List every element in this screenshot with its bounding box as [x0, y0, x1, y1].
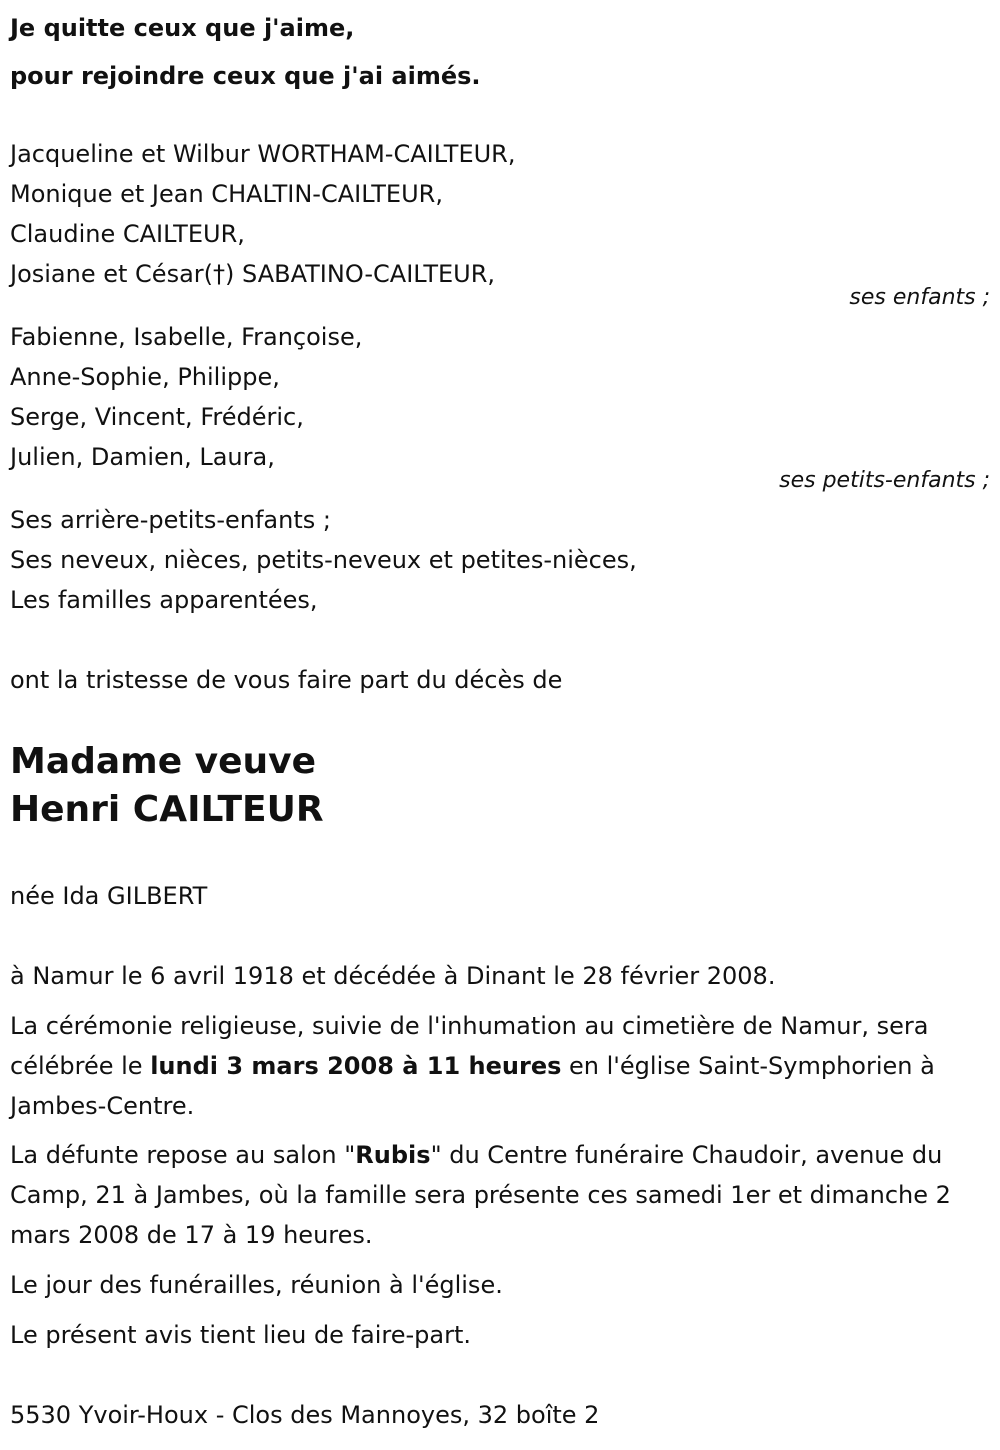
deceased-name-line-2: Henri CAILTEUR — [10, 789, 324, 830]
epigraph-line-1: Je quitte ceux que j'aime, — [10, 14, 355, 42]
child-line: Claudine CAILTEUR, — [10, 220, 245, 248]
child-line: Jacqueline et Wilbur WORTHAM-CAILTEUR, — [10, 140, 516, 168]
ceremony-date: lundi 3 mars 2008 à 11 heures — [150, 1052, 562, 1080]
children-label: ses enfants ; — [849, 285, 990, 310]
grandchild-line: Julien, Damien, Laura, — [10, 443, 275, 471]
ceremony-paragraph — [10, 1006, 990, 1126]
rest-paragraph — [10, 1135, 990, 1255]
rest-text-end: " du Centre funéraire Chaudoir, avenue du Camp, 21 à Jambes, où la famille sera présente ces samedi 1er et dimanche 2 mars 2008 de 17 à 19 heures. — [10, 1141, 951, 1249]
child-line: Josiane et César(†) SABATINO-CAILTEUR, — [10, 260, 496, 288]
funeral-day: Le jour des funérailles, réunion à l'église. — [10, 1271, 503, 1299]
notice-line: Le présent avis tient lieu de faire-part. — [10, 1321, 472, 1349]
birth-death: à Namur le 6 avril 1918 et décédée à Dinant le 28 février 2008. — [10, 962, 776, 990]
maiden-name: née Ida GILBERT — [10, 882, 208, 910]
epigraph-line-2: pour rejoindre ceux que j'ai aimés. — [10, 62, 481, 90]
deceased-name-line-1: Madame veuve — [10, 741, 317, 782]
grandchild-line: Fabienne, Isabelle, Françoise, — [10, 323, 363, 351]
grandchild-line: Anne-Sophie, Philippe, — [10, 363, 280, 391]
family-line: Ses arrière-petits-enfants ; — [10, 506, 331, 534]
ceremony-text-end: en l'église Saint-Symphorien à Jambes-Centre. — [10, 1052, 935, 1120]
family-line: Les familles apparentées, — [10, 586, 318, 614]
family-line: Ses neveux, nièces, petits-neveux et petites-nièces, — [10, 546, 637, 574]
rest-text: La défunte repose au salon " — [10, 1141, 356, 1169]
address: 5530 Yvoir-Houx - Clos des Mannoyes, 32 boîte 2 — [10, 1401, 600, 1429]
ceremony-text: La cérémonie religieuse, suivie de l'inhumation au cimetière de Namur, sera célébrée le — [10, 1012, 929, 1080]
grandchildren-label: ses petits-enfants ; — [779, 468, 990, 493]
child-line: Monique et Jean CHALTIN-CAILTEUR, — [10, 180, 443, 208]
grandchild-line: Serge, Vincent, Frédéric, — [10, 403, 304, 431]
announcement: ont la tristesse de vous faire part du décès de — [10, 666, 563, 694]
salon-name: Rubis — [355, 1141, 431, 1169]
